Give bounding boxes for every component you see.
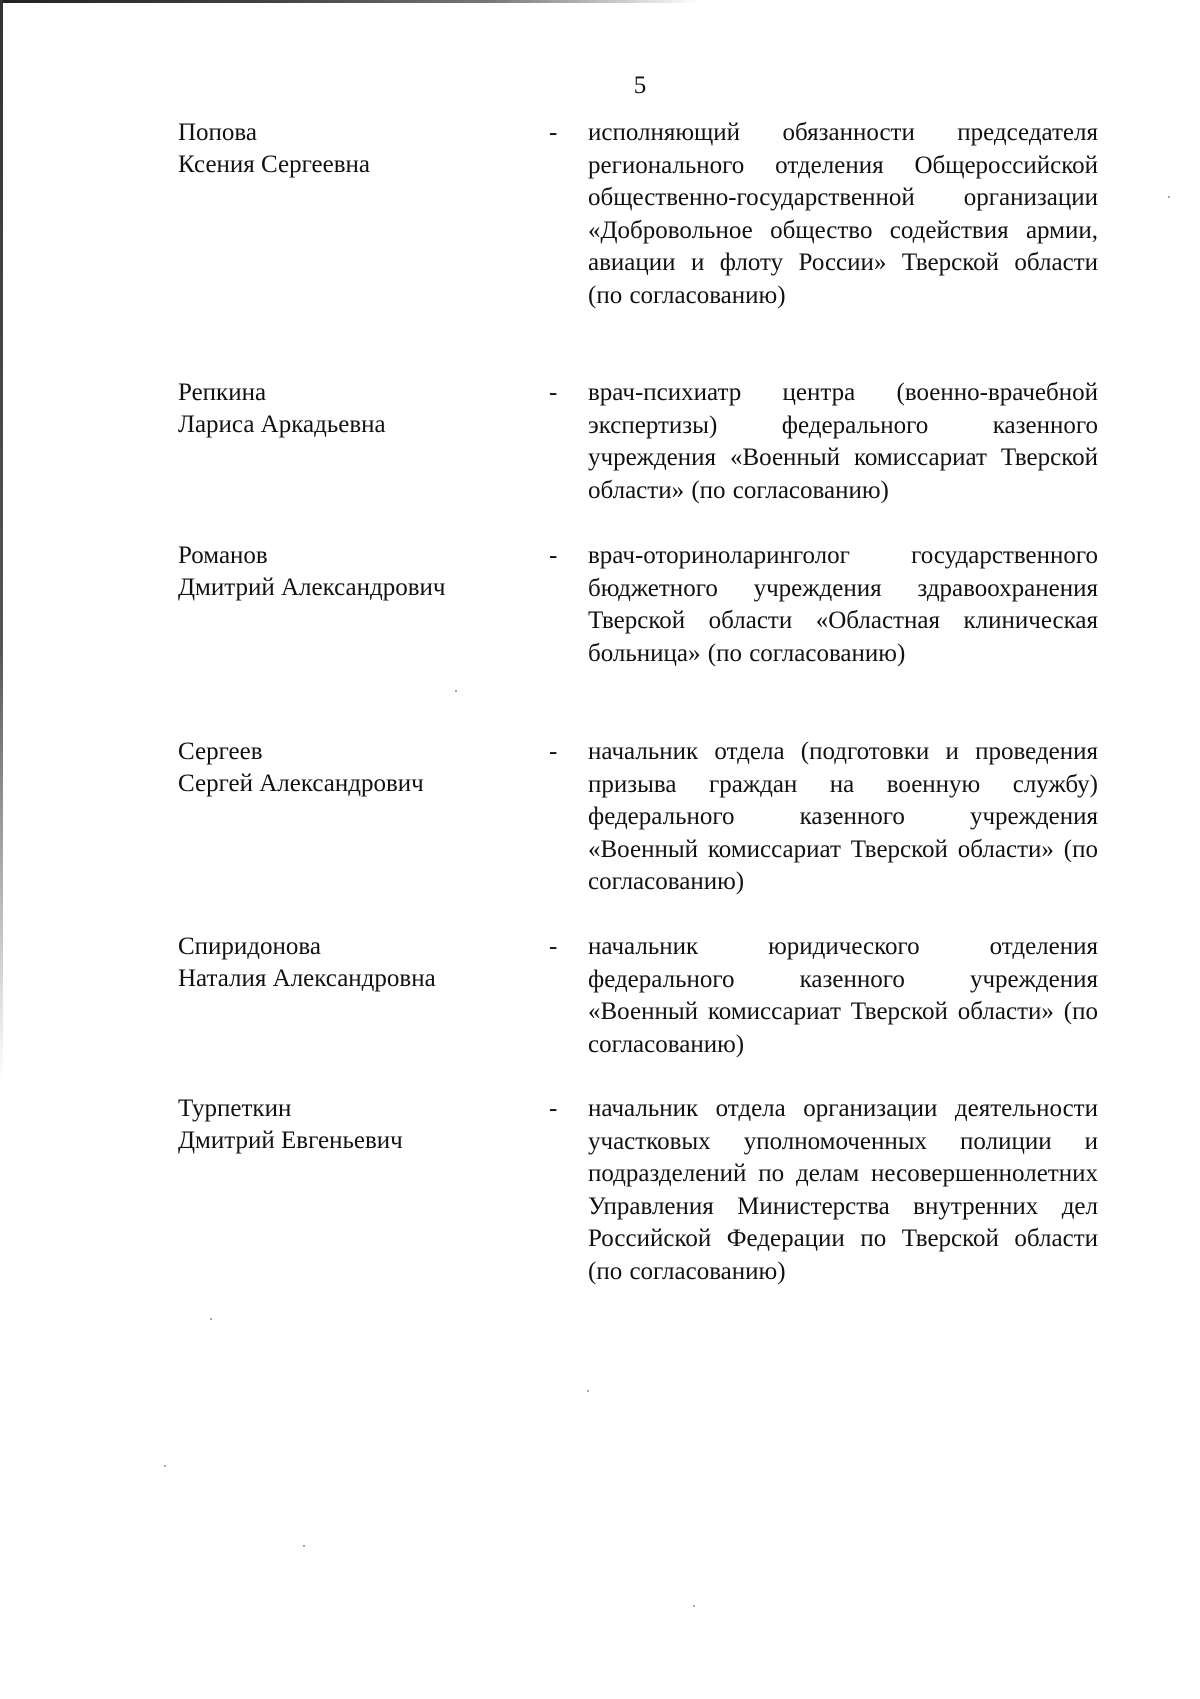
scan-left-edge — [0, 0, 3, 1080]
scan-speck — [693, 1605, 695, 1607]
member-surname: Спиридонова — [178, 933, 321, 960]
member-surname: Попова — [178, 119, 258, 146]
member-given-names: Наталия Александровна — [178, 965, 436, 992]
member-name — [178, 540, 538, 604]
separator-dash: - — [549, 119, 558, 146]
member-surname: Турпеткин — [178, 1095, 292, 1122]
member-given-names: Ксения Сергеевна — [178, 151, 371, 178]
member-surname: Репкина — [178, 379, 267, 406]
member-role: начальник отдела (подготовки и проведения призыва граждан на военную службу) федерального казенного учреждения «Военный комиссариат Тверской области» (по согласованию) — [588, 738, 1098, 895]
member-role: начальник юридического отделения федерального казенного учреждения «Военный комиссариат Тверской области» (по согласованию) — [588, 933, 1098, 1058]
scan-speck — [587, 1390, 589, 1392]
separator-dash: - — [549, 542, 558, 569]
member-name — [178, 931, 538, 995]
member-given-names: Дмитрий Евгеньевич — [178, 1127, 403, 1154]
member-given-names: Сергей Александрович — [178, 770, 424, 797]
scan-speck — [303, 1545, 305, 1547]
member-given-names: Лариса Аркадьевна — [178, 411, 386, 438]
member-name — [178, 117, 538, 181]
member-role: врач-психиатр центра (военно-врачебной экспертизы) федерального казенного учреждения «Военный комиссариат Тверской области» (по согласованию) — [588, 379, 1098, 504]
scan-top-edge — [0, 0, 700, 3]
member-given-names: Дмитрий Александрович — [178, 574, 446, 601]
member-name — [178, 377, 538, 441]
scan-speck — [164, 1465, 166, 1467]
scan-speck — [1168, 196, 1170, 198]
page-number: 5 — [633, 72, 647, 99]
scan-speck — [455, 690, 457, 692]
separator-dash: - — [549, 379, 558, 406]
scan-speck — [210, 1318, 212, 1320]
separator-dash: - — [549, 933, 558, 960]
member-role: начальник отдела организации деятельности участковых уполномоченных полиции и подразделений по делам несовершеннолетних Управления Министерства внутренних дел Российской Федерации по Тверской области (по согласованию) — [588, 1095, 1098, 1285]
separator-dash: - — [549, 1095, 558, 1122]
member-surname: Сергеев — [178, 738, 263, 765]
member-role: исполняющий обязанности председателя регионального отделения Общероссийской общественно-государственной организации «Добровольное общество содействия армии, авиации и флоту России» Тверской области (по согласованию) — [588, 119, 1098, 309]
separator-dash: - — [549, 738, 558, 765]
member-role: врач-оториноларинголог государственного бюджетного учреждения здравоохранения Тверской области «Областная клиническая больница» (по согласованию) — [588, 542, 1098, 667]
member-name — [178, 736, 538, 800]
member-surname: Романов — [178, 542, 268, 569]
member-name — [178, 1093, 538, 1157]
